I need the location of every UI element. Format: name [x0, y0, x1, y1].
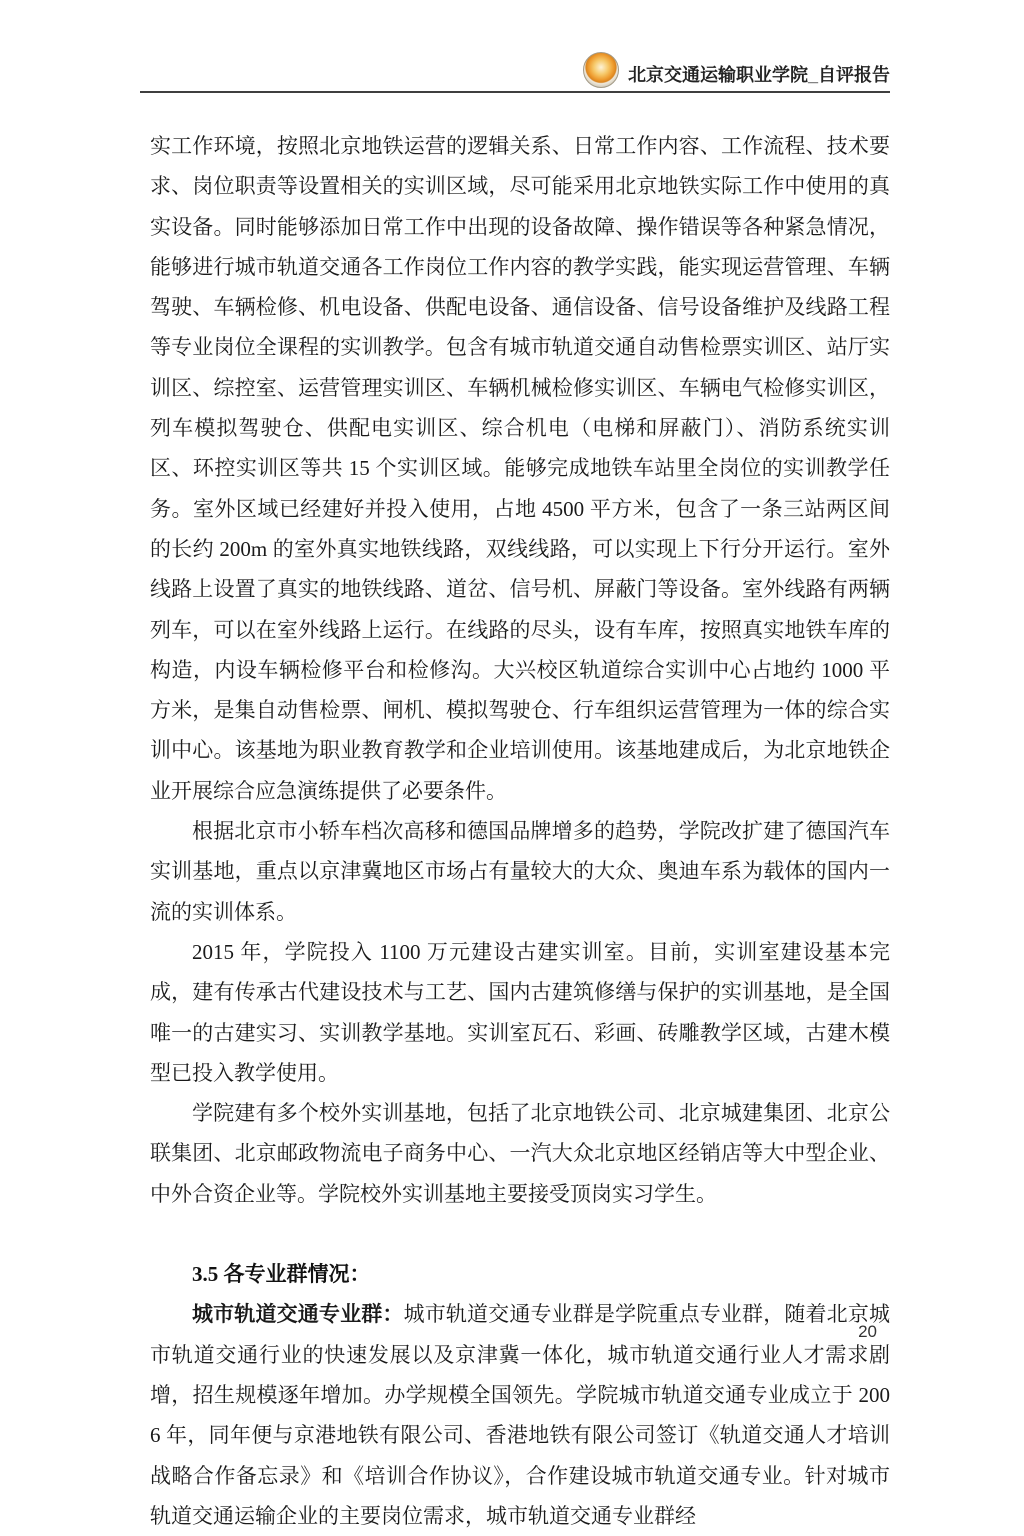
document-body [150, 126, 890, 1536]
paragraph-ancient-building-lab: 2015 年，学院投入 1100 万元建设古建实训室。目前，实训室建设基本完成，建有传承古代建设技术与工艺、国内古建筑修缮与保护的实训基地，是全国唯一的古建实习、实训教学基地。实训室瓦石、彩画、砖雕教学区域，古建木模型已投入教学使用。 [150, 939, 890, 1085]
paragraph-rail-specialty-group [150, 1294, 890, 1536]
header-title: 北京交通运输职业学院_自评报告 [627, 65, 890, 85]
section-heading-specialty-groups: 3.5 各专业群情况： [192, 1262, 371, 1287]
paragraph-offcampus-bases: 学院建有多个校外实训基地，包括了北京地铁公司、北京城建集团、北京公联集团、北京邮政物流电子商务中心、一汽大众北京地区经销店等大中型企业、中外合资企业等。学院校外实训基地主要接受顶岗实习学生。 [150, 1101, 890, 1206]
paragraph-german-auto-base: 根据北京市小轿车档次高移和德国品牌增多的趋势，学院改扩建了德国汽车实训基地，重点以京津冀地区市场占有量较大的大众、奥迪车系为载体的国内一流的实训体系。 [150, 819, 890, 924]
paragraph-rail-training-center: 实工作环境，按照北京地铁运营的逻辑关系、日常工作内容、工作流程、技术要求、岗位职责等设置相关的实训区域，尽可能采用北京地铁实际工作中使用的真实设备。同时能够添加日常工作中出现的设备故障、操作错误等各种紧急情况，能够进行城市轨道交通各工作岗位工作内容的教学实践，能实现运营管理、车辆驾驶、车辆检修、机电设备、供配电设备、通信设备、信号设备维护及线路工程等专业岗位全课程的实训教学。包含有城市轨道交通自动售检票实训区、站厅实训区、综控室、运营管理实训区、车辆机械检修实训区、车辆电气检修实训区，列车模拟驾驶仓、供配电实训区、综合机电（电梯和屏蔽门）、消防系统实训区、环控实训区等共 15 个实训区域。能够完成地铁车站里全岗位的实训教学任务。室外区域已经建好并投入使用，占地 4500 平方米，包含了一条三站两区间的长约 200m 的室外真实地铁线路，双线线路，可以实现上下行分开运行。室外线路上设置了真实的地铁线路、道岔、信号机、屏蔽门等设备。室外线路有两辆列车，可以在室外线路上运行。在线路的尽头，设有车库，按照真实地铁车库的构造，内设车辆检修平台和检修沟。大兴校区轨道综合实训中心占地约 1000 平方米，是集自动售检票、闸机、模拟驾驶仓、行车组织运营管理为一体的综合实训中心。该基地为职业教育教学和企业培训使用。该基地建成后，为北京地铁企业开展综合应急演练提供了必要条件。 [150, 134, 890, 803]
page-number: 20 [858, 1322, 877, 1341]
rail-specialty-group-text: 城市轨道交通专业群是学院重点专业群，随着北京城市轨道交通行业的快速发展以及京津冀一体化，城市轨道交通行业人才需求剧增，招生规模逐年增加。办学规模全国领先。学院城市轨道交通专业成立于 2006 年，同年便与京港地铁有限公司、香港地铁有限公司签订《轨道交通人才培训战略合作备忘录》和《培训合作协议》，合作建设城市轨道交通专业。针对城市轨道交通运输企业的主要岗位需求，城市轨道交通专业群经 [150, 1302, 890, 1528]
page-header [140, 52, 890, 93]
college-emblem-icon [583, 52, 619, 88]
rail-specialty-group-lead: 城市轨道交通专业群： [192, 1302, 404, 1327]
